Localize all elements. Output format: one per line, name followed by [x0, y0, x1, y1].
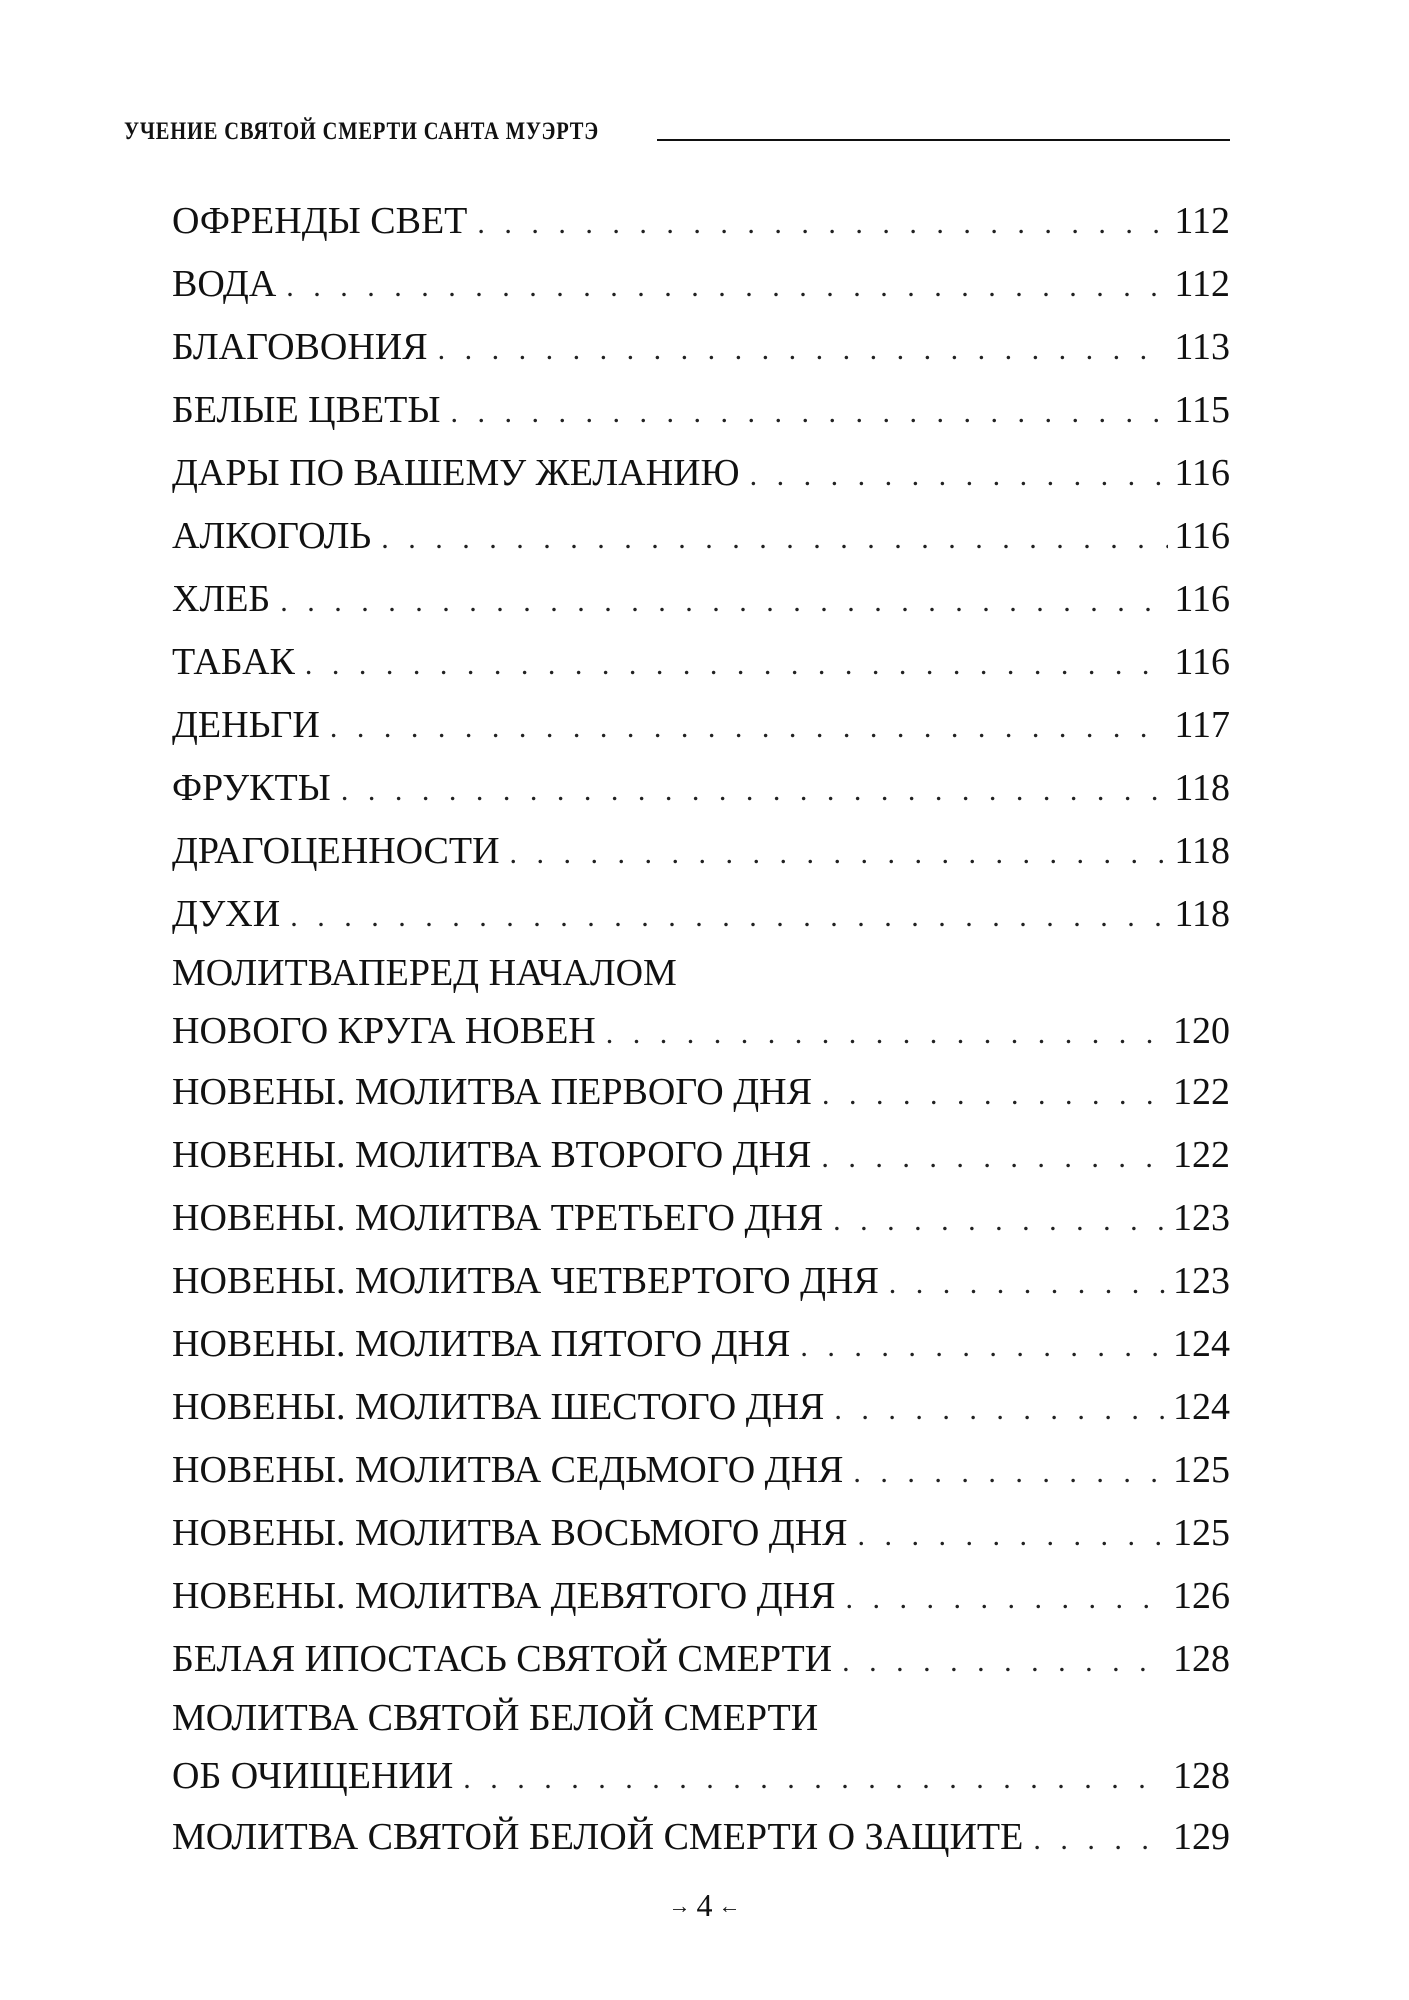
toc-entry-page: 112 [1174, 200, 1230, 242]
dot-leader [842, 1630, 1167, 1693]
toc-entry-page: 124 [1173, 1323, 1230, 1365]
toc-entry-page: 125 [1173, 1512, 1230, 1554]
toc-entry [172, 820, 1230, 883]
dot-leader [800, 1315, 1167, 1378]
toc-entry-title: ДУХИ [172, 893, 281, 935]
dot-leader [857, 1504, 1167, 1567]
toc-entry [172, 253, 1230, 316]
toc-entry-line [172, 631, 1230, 694]
toc-entry-page: 116 [1174, 578, 1230, 620]
toc-entry-title: ОБ ОЧИЩЕНИИ [172, 1755, 454, 1797]
toc-entry-page: 126 [1173, 1575, 1230, 1617]
running-header-title: УЧЕНИЕ СВЯТОЙ СМЕРТИ САНТА МУЭРТЭ [124, 118, 600, 145]
header-rule [657, 139, 1230, 141]
toc-entry-title: ХЛЕБ [172, 578, 271, 620]
toc-entry [172, 694, 1230, 757]
toc-entry-page: 116 [1174, 641, 1230, 683]
dot-leader [438, 318, 1169, 381]
toc-entry-title: МОЛИТВА СВЯТОЙ БЕЛОЙ СМЕРТИ О ЗАЩИТЕ [172, 1816, 1024, 1858]
toc-entry-title: НОВЕНЫ. МОЛИТВА ШЕСТОГО ДНЯ [172, 1386, 825, 1428]
dot-leader [305, 633, 1169, 696]
toc-entry [172, 1565, 1230, 1628]
page-number: 4 [696, 1887, 713, 1923]
toc-entry-title: БЛАГОВОНИЯ [172, 326, 428, 368]
toc-entry-title: ФРУКТЫ [172, 767, 331, 809]
dot-leader [853, 1441, 1167, 1504]
toc-entry [172, 505, 1230, 568]
toc-entry-title: НОВЕНЫ. МОЛИТВА ПЯТОГО ДНЯ [172, 1323, 791, 1365]
dot-leader [286, 255, 1168, 318]
toc-entry [172, 1806, 1230, 1869]
toc-entry-line [172, 505, 1230, 568]
toc-entry [172, 757, 1230, 820]
toc-entry [172, 1187, 1230, 1250]
dot-leader [477, 192, 1168, 255]
toc-entry-page: 116 [1174, 515, 1230, 557]
dot-leader [280, 570, 1168, 633]
toc-entry [172, 1124, 1230, 1187]
toc-entry-line [172, 1806, 1230, 1869]
toc-entry-title: ДАРЫ ПО ВАШЕМУ ЖЕЛАНИЮ [172, 452, 740, 494]
dot-leader [834, 1378, 1167, 1441]
toc-entry-title: БЕЛАЯ ИПОСТАСЬ СВЯТОЙ СМЕРТИ [172, 1638, 833, 1680]
toc-entry-line [172, 568, 1230, 631]
dot-leader [1033, 1808, 1167, 1871]
dot-leader [290, 885, 1168, 948]
dot-leader [463, 1749, 1167, 1809]
toc-entry [172, 1691, 1230, 1806]
toc-entry [172, 946, 1230, 1061]
toc-entry [172, 1502, 1230, 1565]
toc-entry-title: ВОДА [172, 263, 277, 305]
toc-entry-line [172, 442, 1230, 505]
toc-entry [172, 568, 1230, 631]
toc-entry-page: 120 [1173, 1010, 1230, 1052]
toc-entry-line [172, 1376, 1230, 1439]
toc-entry-page: 122 [1173, 1071, 1230, 1113]
dot-leader [822, 1063, 1167, 1126]
toc-entry-line [172, 1502, 1230, 1565]
dot-leader [451, 381, 1169, 444]
dot-leader [330, 696, 1169, 759]
toc-entry-page: 122 [1173, 1134, 1230, 1176]
toc-entry-page: 125 [1173, 1449, 1230, 1491]
toc-entry [172, 1376, 1230, 1439]
toc-entry-page: 128 [1173, 1638, 1230, 1680]
toc-entry-title: БЕЛЫЕ ЦВЕТЫ [172, 389, 441, 431]
toc-entry-page: 117 [1174, 704, 1230, 746]
toc-entry-title: ОФРЕНДЫ СВЕТ [172, 200, 468, 242]
toc-entry-page: 124 [1173, 1386, 1230, 1428]
toc-entry-page: 118 [1174, 893, 1230, 935]
dot-leader [833, 1189, 1167, 1252]
running-header [124, 104, 1230, 144]
toc-entry-title: НОВЕНЫ. МОЛИТВА ДЕВЯТОГО ДНЯ [172, 1575, 836, 1617]
toc-entry-line [172, 757, 1230, 820]
toc-entry [172, 190, 1230, 253]
toc-entry-page: 118 [1174, 830, 1230, 872]
toc-entry [172, 883, 1230, 946]
toc-entry-title: НОВЕНЫ. МОЛИТВА ТРЕТЬЕГО ДНЯ [172, 1197, 824, 1239]
toc-entry-page: 116 [1174, 452, 1230, 494]
toc-entry-line [172, 820, 1230, 883]
page-footer [0, 1885, 1409, 1926]
toc-entry [172, 1250, 1230, 1313]
toc-entry-title: НОВЕНЫ. МОЛИТВА ПЕРВОГО ДНЯ [172, 1071, 812, 1113]
footer-left-ornament: → [668, 1893, 691, 1918]
toc-entry-title: АЛКОГОЛЬ [172, 515, 372, 557]
toc-entry-line [172, 1628, 1230, 1691]
dot-leader [381, 507, 1168, 570]
toc-entry-line [172, 316, 1230, 379]
toc-entry-title: ТАБАК [172, 641, 295, 683]
toc-entry [172, 1439, 1230, 1502]
toc-entry [172, 316, 1230, 379]
toc-entry [172, 1628, 1230, 1691]
toc-entry-line [172, 1439, 1230, 1502]
dot-leader [750, 444, 1169, 507]
toc-entry-line [172, 190, 1230, 253]
toc-entry-line [172, 1001, 1230, 1061]
dot-leader [341, 759, 1169, 822]
toc-entry-title: НОВОГО КРУГА НОВЕН [172, 1010, 596, 1052]
toc-entry [172, 379, 1230, 442]
dot-leader [889, 1252, 1167, 1315]
dot-leader [510, 822, 1169, 885]
toc-entry-page: 112 [1174, 263, 1230, 305]
toc-entry-line [172, 1124, 1230, 1187]
toc-entry-line [172, 1746, 1230, 1806]
toc-entry-title: НОВЕНЫ. МОЛИТВА СЕДЬМОГО ДНЯ [172, 1449, 844, 1491]
toc-entry-title: НОВЕНЫ. МОЛИТВА ВОСЬМОГО ДНЯ [172, 1512, 848, 1554]
toc-entry-title-line1: МОЛИТВАПЕРЕД НАЧАЛОМ [172, 952, 677, 994]
toc-entry-page: 113 [1174, 326, 1230, 368]
toc-entry-line [172, 1250, 1230, 1313]
toc-entry [172, 442, 1230, 505]
toc-entry-title: ДРАГОЦЕННОСТИ [172, 830, 500, 872]
toc-entry-line [172, 694, 1230, 757]
toc-entry [172, 1061, 1230, 1124]
toc-entry-page: 123 [1173, 1197, 1230, 1239]
toc-entry-page: 128 [1173, 1755, 1230, 1797]
toc-entry-page: 129 [1173, 1816, 1230, 1858]
toc-entry-line [172, 1565, 1230, 1628]
toc-entry-line [172, 1061, 1230, 1124]
toc-entry-title: ДЕНЬГИ [172, 704, 320, 746]
toc-entry-title: НОВЕНЫ. МОЛИТВА ВТОРОГО ДНЯ [172, 1134, 812, 1176]
toc-entry [172, 1313, 1230, 1376]
toc-entry-title: НОВЕНЫ. МОЛИТВА ЧЕТВЕРТОГО ДНЯ [172, 1260, 879, 1302]
toc-entry-line [172, 1313, 1230, 1376]
toc-entry-line [172, 253, 1230, 316]
toc-entry-page: 115 [1174, 389, 1230, 431]
dot-leader [845, 1567, 1167, 1630]
toc-entry [172, 631, 1230, 694]
toc-entry-page: 123 [1173, 1260, 1230, 1302]
dot-leader [821, 1126, 1167, 1189]
toc-entry-title-line1: МОЛИТВА СВЯТОЙ БЕЛОЙ СМЕРТИ [172, 1697, 819, 1739]
toc-entry-page: 118 [1174, 767, 1230, 809]
dot-leader [606, 1004, 1167, 1064]
footer-right-ornament: ← [718, 1893, 741, 1918]
toc-entry-line [172, 1187, 1230, 1250]
toc-entry-line [172, 379, 1230, 442]
table-of-contents [172, 190, 1230, 1869]
toc-entry-line [172, 883, 1230, 946]
